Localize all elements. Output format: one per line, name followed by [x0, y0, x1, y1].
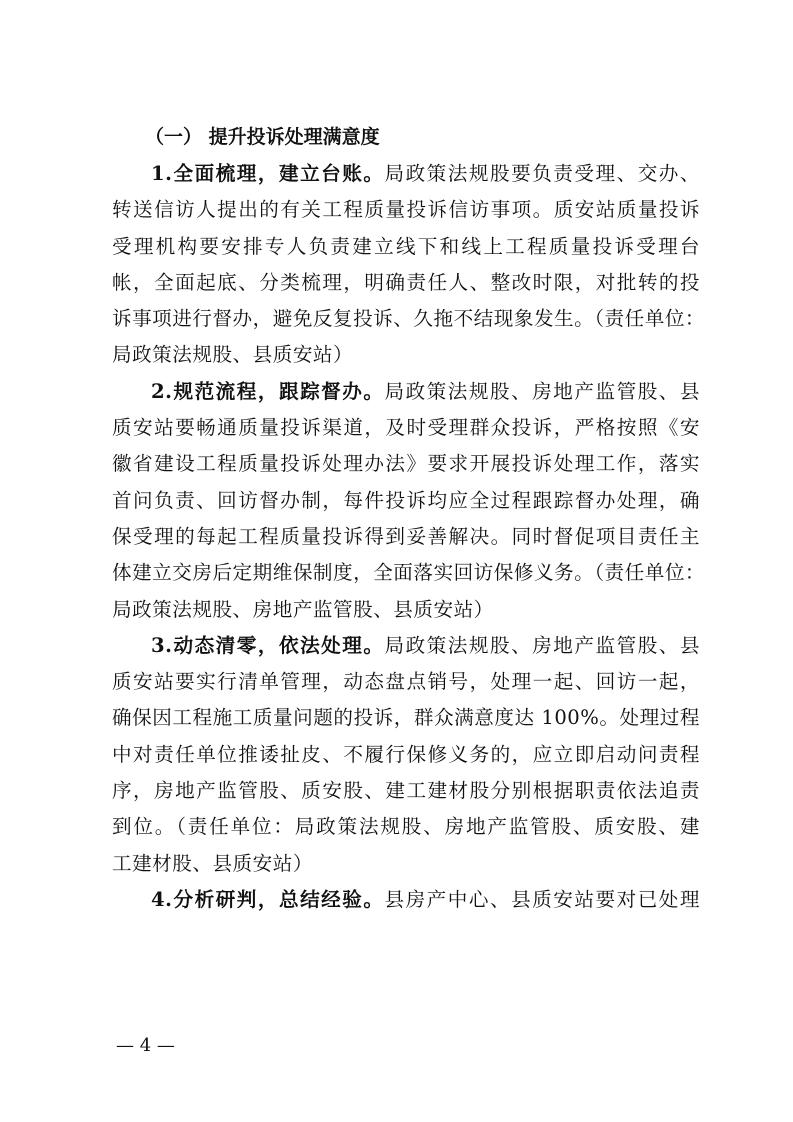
- paragraph-text: 徽省建设工程质量投诉处理办法》要求开展投诉处理工作，落实: [112, 452, 700, 476]
- section-heading: （一） 提升投诉处理满意度: [145, 126, 380, 148]
- paragraph-text: 诉事项进行督办，避免反复投诉、久拖不结现象发生。（责任单位：: [112, 307, 706, 331]
- paragraph-line: [112, 700, 700, 736]
- paragraph-text: 局政策法规股要负责受理、交办、: [384, 162, 700, 185]
- paragraph: [112, 882, 700, 918]
- paragraph-line: [112, 809, 700, 845]
- paragraph-line: [112, 664, 700, 700]
- paragraph-text: 序，房地产监管股、质安股、建工建材股分别根据职责依法追责: [112, 779, 700, 803]
- paragraph: [112, 156, 706, 374]
- paragraph-text: 保受理的每起工程质量投诉得到妥善解决。同时督促项目责任主: [112, 524, 700, 548]
- paragraph-text: 质安站要实行清单管理，动态盘点销号，处理一起、回访一起，: [112, 670, 700, 694]
- paragraph-line: [112, 882, 700, 918]
- paragraph-line: [112, 483, 700, 519]
- paragraph-text: 局政策法规股、县质安站）: [112, 343, 354, 367]
- paragraph-line: [112, 192, 700, 228]
- paragraph-text: 体建立交房后定期维保制度，全面落实回访保修义务。（责任单位：: [112, 561, 706, 585]
- paragraph: [112, 628, 700, 882]
- paragraph-lead: 1.全面梳理，建立台账。: [151, 162, 385, 185]
- paragraph-text: 质安站要畅通质量投诉渠道，及时受理群众投诉，严格按照《安: [112, 416, 700, 440]
- paragraph-line: [112, 156, 700, 192]
- paragraph-line: [112, 519, 700, 555]
- paragraph: [112, 374, 706, 628]
- paragraph-text: 局政策法规股、房地产监管股、县: [384, 633, 700, 657]
- paragraph-text: 局政策法规股、房地产监管股、县质安站）: [112, 597, 494, 621]
- paragraph-text: 到位。（责任单位：局政策法规股、房地产监管股、质安股、建: [112, 815, 700, 839]
- paragraph-text: 中对责任单位推诿扯皮、不履行保修义务的，应立即启动问责程: [112, 742, 700, 766]
- paragraph-line: [112, 737, 700, 773]
- document-body: [112, 118, 706, 918]
- page-number: — 4 —: [116, 1035, 175, 1056]
- paragraph-line: [112, 265, 700, 301]
- paragraph-text: 首问负责、回访督办制，每件投诉均应全过程跟踪督办处理，确: [112, 488, 700, 512]
- paragraph-line: [112, 628, 700, 664]
- paragraph-text: 帐，全面起底、分类梳理，明确责任人、整改时限，对批转的投: [112, 270, 700, 294]
- paragraph-line: [112, 374, 700, 410]
- paragraph-text: 转送信访人提出的有关工程质量投诉信访事项。质安站质量投诉: [112, 198, 700, 222]
- paragraph-text: 局政策法规股、房地产监管股、县: [384, 379, 700, 403]
- paragraph-line: [112, 301, 706, 337]
- paragraph-line: [112, 337, 700, 373]
- paragraph-text: 县房产中心、县质安站要对已处理: [384, 887, 700, 911]
- paragraph-line: [112, 410, 700, 446]
- paragraph-line: [112, 446, 700, 482]
- paragraph-line: [112, 555, 706, 591]
- paragraph-text: 确保因工程施工质量问题的投诉，群众满意度达 100%。处理过程: [112, 706, 700, 730]
- paragraph-text: 工建材股、县质安站）: [112, 851, 313, 875]
- paragraph-list: [112, 156, 706, 918]
- paragraph-line: [112, 846, 700, 882]
- paragraph-lead: 2.规范流程，跟踪督办。: [151, 379, 385, 403]
- paragraph-lead: 4.分析研判，总结经验。: [151, 887, 385, 911]
- paragraph-text: 受理机构要安排专人负责建立线下和线上工程质量投诉受理台: [112, 234, 700, 258]
- paragraph-line: [112, 229, 700, 265]
- paragraph-lead: 3.动态清零，依法处理。: [151, 633, 385, 657]
- paragraph-line: [112, 773, 700, 809]
- paragraph-line: [112, 592, 700, 628]
